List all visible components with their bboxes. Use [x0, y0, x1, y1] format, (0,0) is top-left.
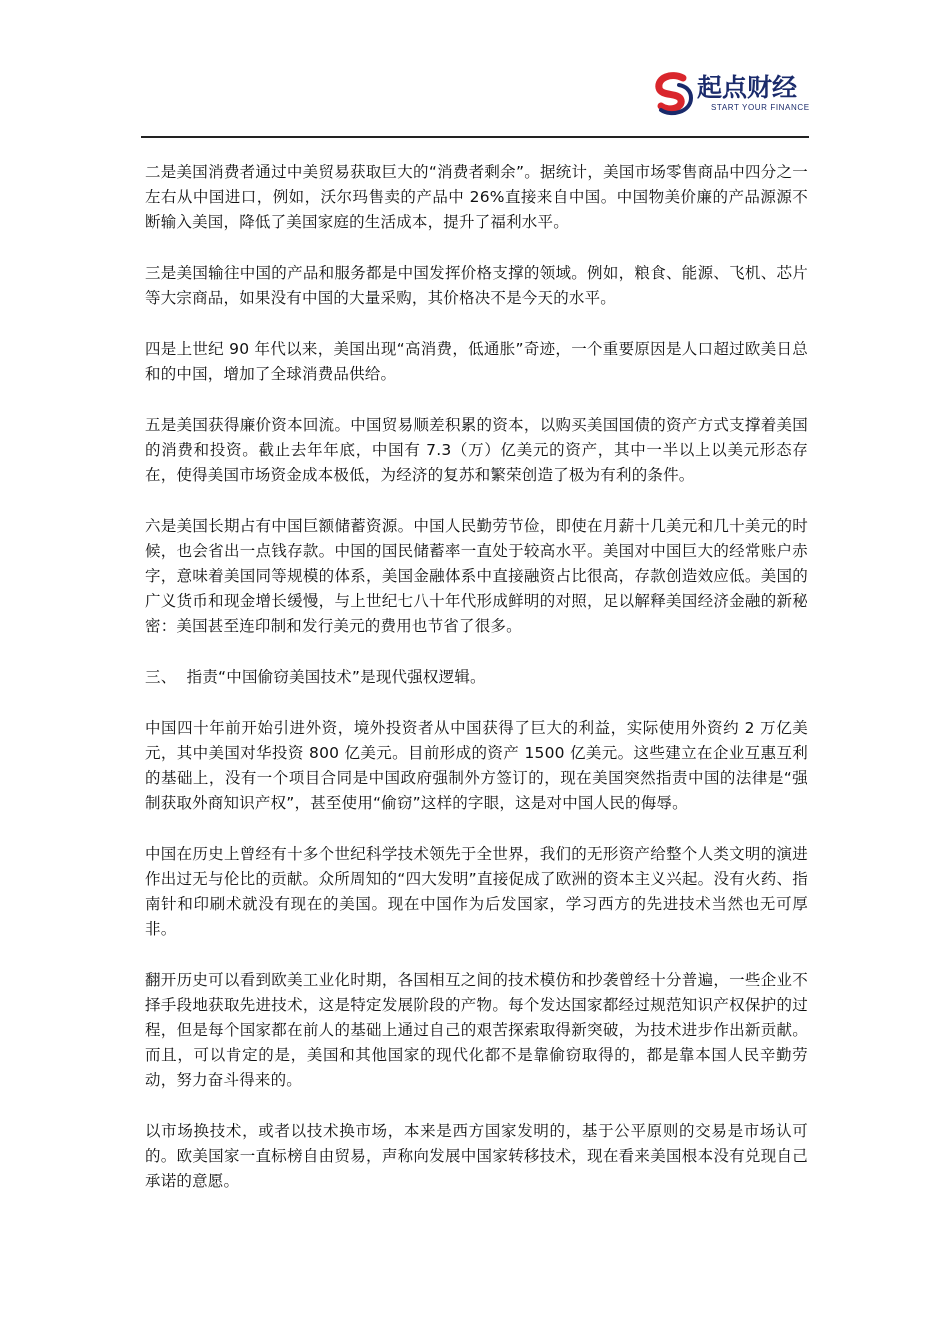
paragraph-6: 六是美国长期占有中国巨额储蓄资源。中国人民勤劳节俭，即使在月薪十几美元和几十美元的时候，也会省出一点钱存款。中国的国民储蓄率一直处于较高水平。美国对中国巨大的经常账户赤字，意味着美国同等规模的体系，美国金融体系中直接融资占比很高，存款创造效应低。美国的广义货币和现金增长缓慢，与上世纪七八十年代形成鲜明的对照，足以解释美国经济金融的新秘密：美国甚至连印制和发行美元的费用也节省了很多。 — [145, 517, 808, 635]
paragraph-history: 中国在历史上曾经有十多个世纪科学技术领先于全世界，我们的无形资产给整个人类文明的演进作出过无与伦比的贡献。众所周知的“四大发明”直接促成了欧洲的资本主义兴起。没有火药、指南针和印刷术就没有现在的美国。现在中国作为后发国家，学习西方的先进技术当然也无可厚非。 — [145, 845, 808, 938]
paragraph-foreign-investment: 中国四十年前开始引进外资，境外投资者从中国获得了巨大的利益，实际使用外资约 2 万亿美元，其中美国对华投资 800 亿美元。目前形成的资产 1500 亿美元。这些建立在企业互惠互利的基础上，没有一个项目合同是中国政府强制外方签订的，现在美国突然指责中国的法律是“强制获取外商知识产权”，甚至使用“偷窃”这样的字眼，这是对中国人民的侮辱。 — [145, 719, 808, 812]
paragraph-4: 四是上世纪 90 年代以来，美国出现“高消费，低通胀”奇迹，一个重要原因是人口超过欧美日总和的中国，增加了全球消费品供给。 — [145, 340, 808, 383]
paragraph-5: 五是美国获得廉价资本回流。中国贸易顺差积累的资本，以购买美国国债的资产方式支撑着美国的消费和投资。截止去年年底，中国有 7.3（万）亿美元的资产，其中一半以上以美元形态存在，使得美国市场资金成本极低，为经济的复苏和繁荣创造了极为有利的条件。 — [145, 416, 808, 484]
paragraph-3: 三是美国输往中国的产品和服务都是中国发挥价格支撑的领域。例如，粮食、能源、飞机、芯片等大宗商品，如果没有中国的大量采购，其价格决不是今天的水平。 — [145, 264, 808, 307]
paragraph-industrialization: 翻开历史可以看到欧美工业化时期，各国相互之间的技术模仿和抄袭曾经十分普遍，一些企业不择手段地获取先进技术，这是特定发展阶段的产物。每个发达国家都经过规范知识产权保护的过程，但是每个国家都在前人的基础上通过自己的艰苦探索取得新突破，为技术进步作出新贡献。而且，可以肯定的是，美国和其他国家的现代化都不是靠偷窃取得的，都是靠本国人民辛勤劳动，努力奋斗得来的。 — [145, 971, 808, 1089]
page-header — [141, 60, 809, 138]
header-divider — [141, 136, 809, 138]
logo-mark-icon — [653, 70, 697, 118]
paragraph-2: 二是美国消费者通过中美贸易获取巨大的“消费者剩余”。据统计，美国市场零售商品中四分之一左右从中国进口，例如，沃尔玛售卖的产品中 26%直接来自中国。中国物美价廉的产品源源不断输入美国，降低了美国家庭的生活成本，提升了福利水平。 — [145, 163, 808, 231]
logo-tagline: START YOUR FINANCE — [711, 103, 810, 112]
qidian-caijing-logo — [653, 70, 810, 118]
logo-name: 起点财经 — [697, 73, 798, 102]
paragraph-market-for-technology: 以市场换技术，或者以技术换市场，本来是西方国家发明的，基于公平原则的交易是市场认可的。欧美国家一直标榜自由贸易，声称向发展中国家转移技术，现在看来美国根本没有兑现自己承诺的意愿。 — [145, 1122, 808, 1190]
article-body — [145, 160, 808, 1220]
section-heading: 三、 指责“中国偷窃美国技术”是现代强权逻辑。 — [145, 668, 486, 686]
